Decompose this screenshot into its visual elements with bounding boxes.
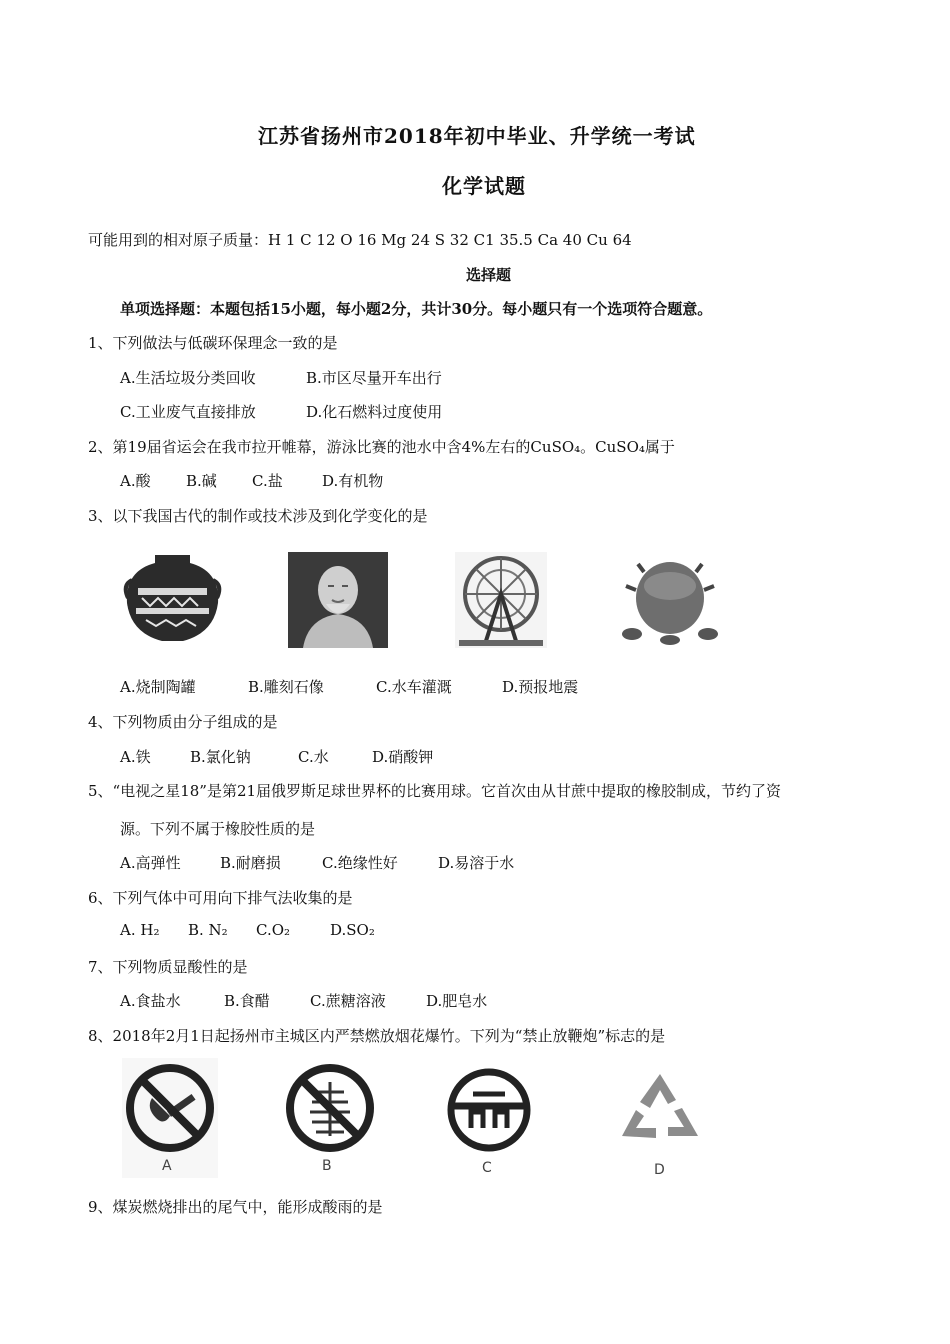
q7-option-d: D.肥皂水 <box>426 992 488 1010</box>
no-firecrackers-sign-icon <box>282 1060 378 1160</box>
q5-option-c: C.绝缘性好 <box>322 854 398 872</box>
seismograph-image <box>616 556 724 646</box>
q4-option-b: B.氯化钠 <box>190 748 251 766</box>
q1-option-c: C.工业废气直接排放 <box>120 403 256 421</box>
exam-title: 江苏省扬州市2018年初中毕业、升学统一考试 <box>258 124 696 148</box>
q6-option-a: A. H₂ <box>120 921 160 939</box>
q8-option-d: D <box>654 1162 665 1178</box>
q3-option-b: B.雕刻石像 <box>248 678 324 696</box>
q1-stem: 1、下列做法与低碳环保理念一致的是 <box>88 334 338 352</box>
q2-option-a: A.酸 <box>120 472 151 490</box>
q3-stem: 3、以下我国古代的制作或技术涉及到化学变化的是 <box>88 507 428 525</box>
q7-stem: 7、下列物质显酸性的是 <box>88 958 248 976</box>
section-heading: 选择题 <box>466 266 512 284</box>
q2-option-d: D.有机物 <box>322 472 384 490</box>
stone-statue-image <box>288 552 388 648</box>
q6-option-c: C.O₂ <box>256 921 291 939</box>
q8-option-b: B <box>322 1158 332 1174</box>
q3-option-a: A.烧制陶罐 <box>120 678 196 696</box>
waterwheel-image <box>455 552 547 648</box>
q8-option-c: C <box>482 1160 492 1176</box>
q1-option-b: B.市区尽量开车出行 <box>306 369 442 387</box>
q7-option-a: A.食盐水 <box>120 992 181 1010</box>
q1-option-a: A.生活垃圾分类回收 <box>120 369 256 387</box>
q6-option-b: B. N₂ <box>188 921 228 939</box>
q4-option-c: C.水 <box>298 748 329 766</box>
q7-option-b: B.食醋 <box>224 992 270 1010</box>
q6-stem: 6、下列气体中可用向下排气法收集的是 <box>88 889 353 907</box>
q6-option-d: D.SO₂ <box>330 921 375 939</box>
q5-stem: 5、“电视之星18”是第21届俄罗斯足球世界杯的比赛用球。它首次由从甘蔗中提取的橡胶制成，节约了资 <box>88 782 782 800</box>
q4-option-d: D.硝酸钾 <box>372 748 434 766</box>
q2-option-c: C.盐 <box>252 472 283 490</box>
q9-stem: 9、煤炭燃烧排出的尾气中，能形成酸雨的是 <box>88 1198 383 1216</box>
atomic-masses: 可能用到的相对原子质量：H 1 C 12 O 16 Mg 24 S 32 C1 35.5 Ca 40 Cu 64 <box>88 231 632 249</box>
q7-option-c: C.蔗糖溶液 <box>310 992 386 1010</box>
q1-option-d: D.化石燃料过度使用 <box>306 403 443 421</box>
q8-option-a: A <box>162 1158 172 1174</box>
pottery-jar-image <box>120 550 225 645</box>
q5-option-a: A.高弹性 <box>120 854 181 872</box>
q3-option-c: C.水车灌溉 <box>376 678 452 696</box>
q3-option-d: D.预报地震 <box>502 678 579 696</box>
q8-stem: 8、2018年2月1日起扬州市主城区内严禁燃放烟花爆竹。下列为“禁止放鞭炮”标志的是 <box>88 1027 666 1045</box>
q5-option-b: B.耐磨损 <box>220 854 281 872</box>
traffic-sign-c-icon <box>445 1066 533 1154</box>
exam-subtitle: 化学试题 <box>442 174 526 198</box>
q2-stem: 2、第19届省运会在我市拉开帷幕，游泳比赛的池水中含4%左右的CuSO₄。CuSO₄属于 <box>88 438 675 456</box>
q5-option-d: D.易溶于水 <box>438 854 515 872</box>
recycling-sign-icon <box>612 1070 708 1160</box>
q4-stem: 4、下列物质由分子组成的是 <box>88 713 278 731</box>
q4-option-a: A.铁 <box>120 748 151 766</box>
q2-option-b: B.碱 <box>186 472 217 490</box>
q5-stem-continued: 源。下列不属于橡胶性质的是 <box>120 820 316 838</box>
section-instruction: 单项选择题：本题包括15小题，每小题2分，共计30分。每小题只有一个选项符合题意。 <box>120 300 713 318</box>
